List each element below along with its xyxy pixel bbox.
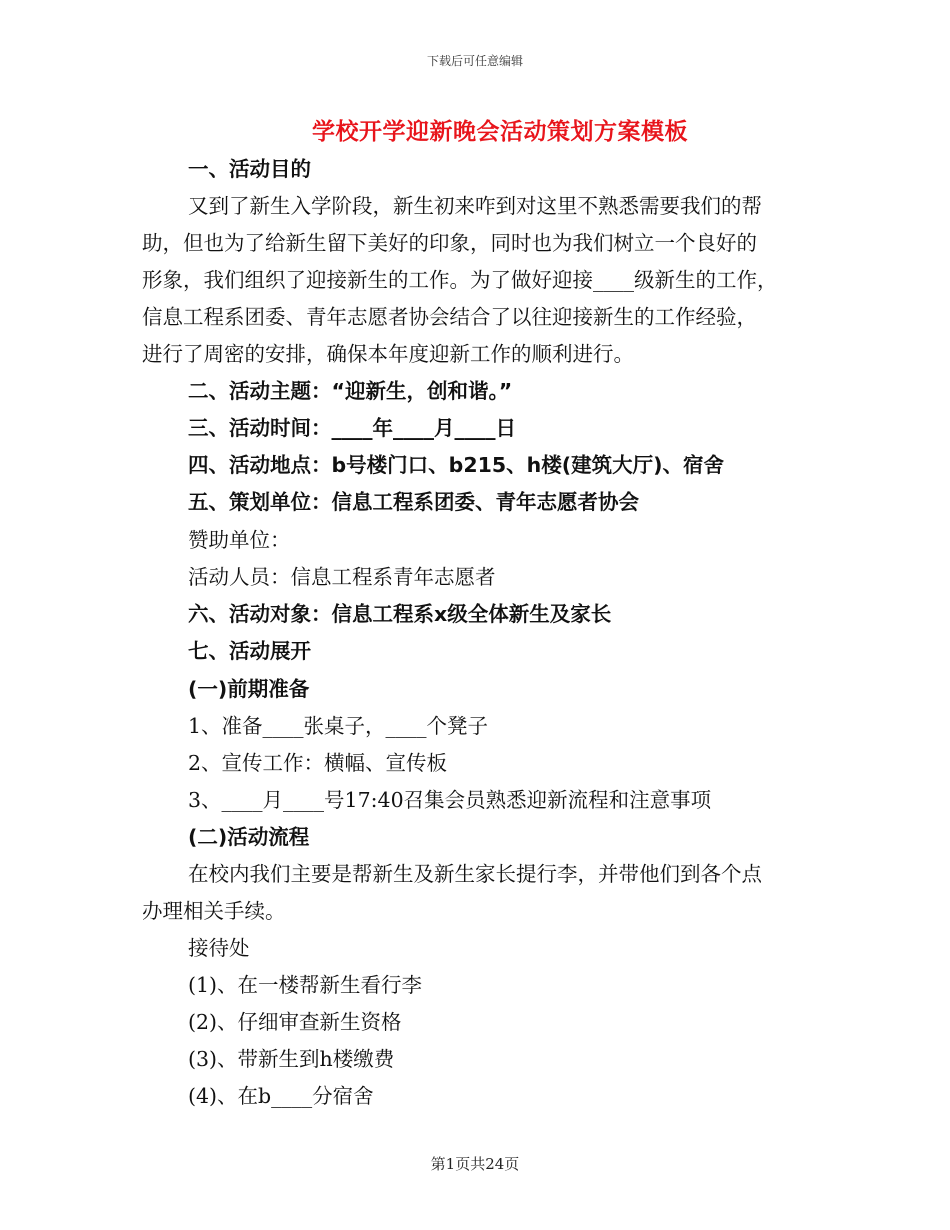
reception-item: (2)、仔细审查新生资格 [188,1010,402,1034]
document-title: 学校开学迎新晚会活动策划方案模板 [312,119,688,145]
subsection-preparation: (一)前期准备 [188,677,310,701]
reception-item: (4)、在b____分宿舍 [188,1084,374,1108]
reception-label: 接待处 [188,936,250,960]
reception-item: (3)、带新生到h楼缴费 [188,1047,395,1071]
purpose-line: 信息工程系团委、青年志愿者协会结合了以往迎接新生的工作经验， [142,305,757,329]
section-location: 四、活动地点：b号楼门口、b215、h楼(建筑大厅)、宿舍 [188,453,724,477]
purpose-line: 进行了周密的安排，确保本年度迎新工作的顺利进行。 [142,342,634,366]
prep-item: 3、____月____号17:40召集会员熟悉迎新流程和注意事项 [188,788,712,812]
page-footer: 第1页共24页 [430,1155,520,1173]
staff-line: 活动人员：信息工程系青年志愿者 [188,565,496,589]
section-audience: 六、活动对象：信息工程系x级全体新生及家长 [188,602,612,626]
section-theme: 二、活动主题：“迎新生，创和谐。” [188,379,513,403]
subsection-process: (二)活动流程 [188,825,310,849]
purpose-line: 又到了新生入学阶段，新生初来咋到对这里不熟悉需要我们的帮 [188,194,762,218]
prep-item: 1、准备____张桌子，____个凳子 [188,714,489,738]
section-organizer: 五、策划单位：信息工程系团委、青年志愿者协会 [188,490,639,514]
prep-item: 2、宣传工作：横幅、宣传板 [188,751,448,775]
purpose-line: 形象，我们组织了迎接新生的工作。为了做好迎接____级新生的工作， [142,268,778,292]
flow-line: 办理相关手续。 [142,899,286,923]
reception-item: (1)、在一楼帮新生看行李 [188,973,423,997]
header-note: 下载后可任意编辑 [426,54,523,68]
section-time: 三、活动时间：____年____月____日 [188,416,516,440]
sponsor-line: 赞助单位： [188,528,291,552]
section-heading-purpose: 一、活动目的 [188,157,311,181]
purpose-line: 助，但也为了给新生留下美好的印象，同时也为我们树立一个良好的 [142,231,757,255]
flow-line: 在校内我们主要是帮新生及新生家长提行李，并带他们到各个点 [188,862,762,886]
section-execution: 七、活动展开 [188,639,311,663]
